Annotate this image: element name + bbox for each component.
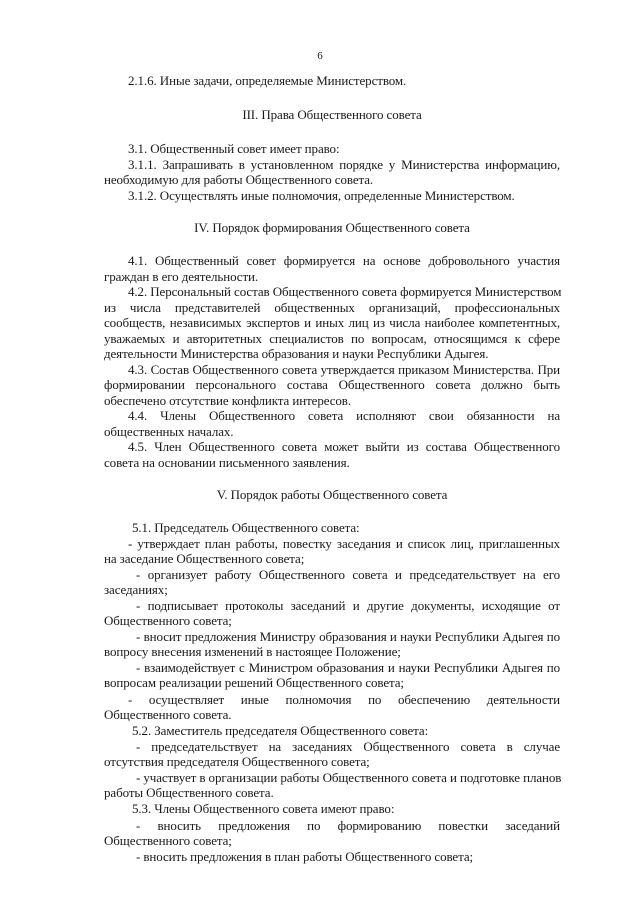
paragraph-line: 3.1.1. Запрашивать в установленном порядке у Министерства информацию, [128,157,560,172]
list-item-line: - организует работу Общественного совета и председательствует на его [136,567,560,582]
list-item-line: Общественного совета. [104,707,232,722]
list-item-line: работы Общественного совета. [104,785,274,800]
list-item-line: вопросу внесения изменений в настоящее Положение; [104,644,401,659]
list-item-line: на заседание Общественного совета; [104,551,305,566]
list-item-line: - вносить предложения по формированию повестки заседаний [136,818,560,833]
paragraph-line: 4.1. Общественный совет формируется на основе добровольного участия [128,253,560,268]
paragraph-line: 3.1.2. Осуществлять иные полномочия, определенные Министерством. [128,188,515,203]
paragraph-line: необходимую для работы Общественного совета. [104,172,374,187]
list-item-line: - взаимодействует с Министром образования и науки Республики Адыгея по [136,660,560,675]
list-item-line: - подписывает протоколы заседаний и другие документы, исходящие от [136,598,560,613]
paragraph-line: уважаемых и авторитетных специалистов по вопросам, относящимся к сфере [104,331,560,346]
paragraph-line: из числа представителей общественных организаций, профессиональных [104,300,560,315]
list-item-line: Общественного совета; [104,833,232,848]
list-item-line: заседаниях; [104,582,168,597]
paragraph-line: 4.4. Члены Общественного совета исполняют свои обязанности на [128,408,560,423]
paragraph-line: 4.3. Состав Общественного совета утверждается приказом Министерства. При [128,362,560,377]
paragraph-line: 5.2. Заместитель председателя Общественного совета: [132,723,429,738]
list-item-line: - вносить предложения в план работы Общественного совета; [136,849,474,864]
section-heading: V. Порядок работы Общественного совета [216,487,448,502]
page-number: 6 [317,50,323,62]
paragraph-line: 5.1. Председатель Общественного совета: [132,520,360,535]
paragraph-line: совета на основании письменного заявления. [104,455,350,470]
paragraph-line: 5.3. Члены Общественного совета имеют право: [132,801,395,816]
paragraph-line: формировании персонального состава Общественного совета должно быть [104,377,560,392]
list-item-line: - председательствует на заседаниях Общественного совета в случае [136,739,560,754]
paragraph-line: общественных началах. [104,424,234,439]
paragraph-line: 4.5. Член Общественного совета может выйти из состава Общественного [128,439,560,454]
paragraph-line: 3.1. Общественный совет имеет право: [128,141,340,156]
paragraph-line: сообществ, независимых экспертов и иных лиц из числа наиболее компетентных, [104,315,560,330]
list-item-line: отсутствия председателя Общественного совета; [104,754,370,769]
list-item-line: - участвует в организации работы Общественного совета и подготовке планов [136,770,562,785]
list-item-line: - осуществляет иные полномочия по обеспечению деятельности [128,692,560,707]
list-item-line: - утверждает план работы, повестку заседания и список лиц, приглашенных [128,536,560,551]
paragraph-line: 4.2. Персональный состав Общественного совета формируется Министерством [128,284,562,299]
paragraph-line: 2.1.6. Иные задачи, определяемые Министерством. [128,73,407,88]
list-item-line: - вносит предложения Министру образования и науки Республики Адыгея по [136,629,560,644]
paragraph-line: деятельности Министерства образования и науки Республики Адыгея. [104,346,489,361]
paragraph-line: обеспечено отсутствие конфликта интересов. [104,393,351,408]
section-heading: IV. Порядок формирования Общественного совета [194,220,470,235]
paragraph-line: граждан в его деятельности. [104,269,259,284]
list-item-line: Общественного совета; [104,613,232,628]
list-item-line: вопросам реализации решений Общественного совета; [104,675,404,690]
section-heading: III. Права Общественного совета [242,107,422,122]
